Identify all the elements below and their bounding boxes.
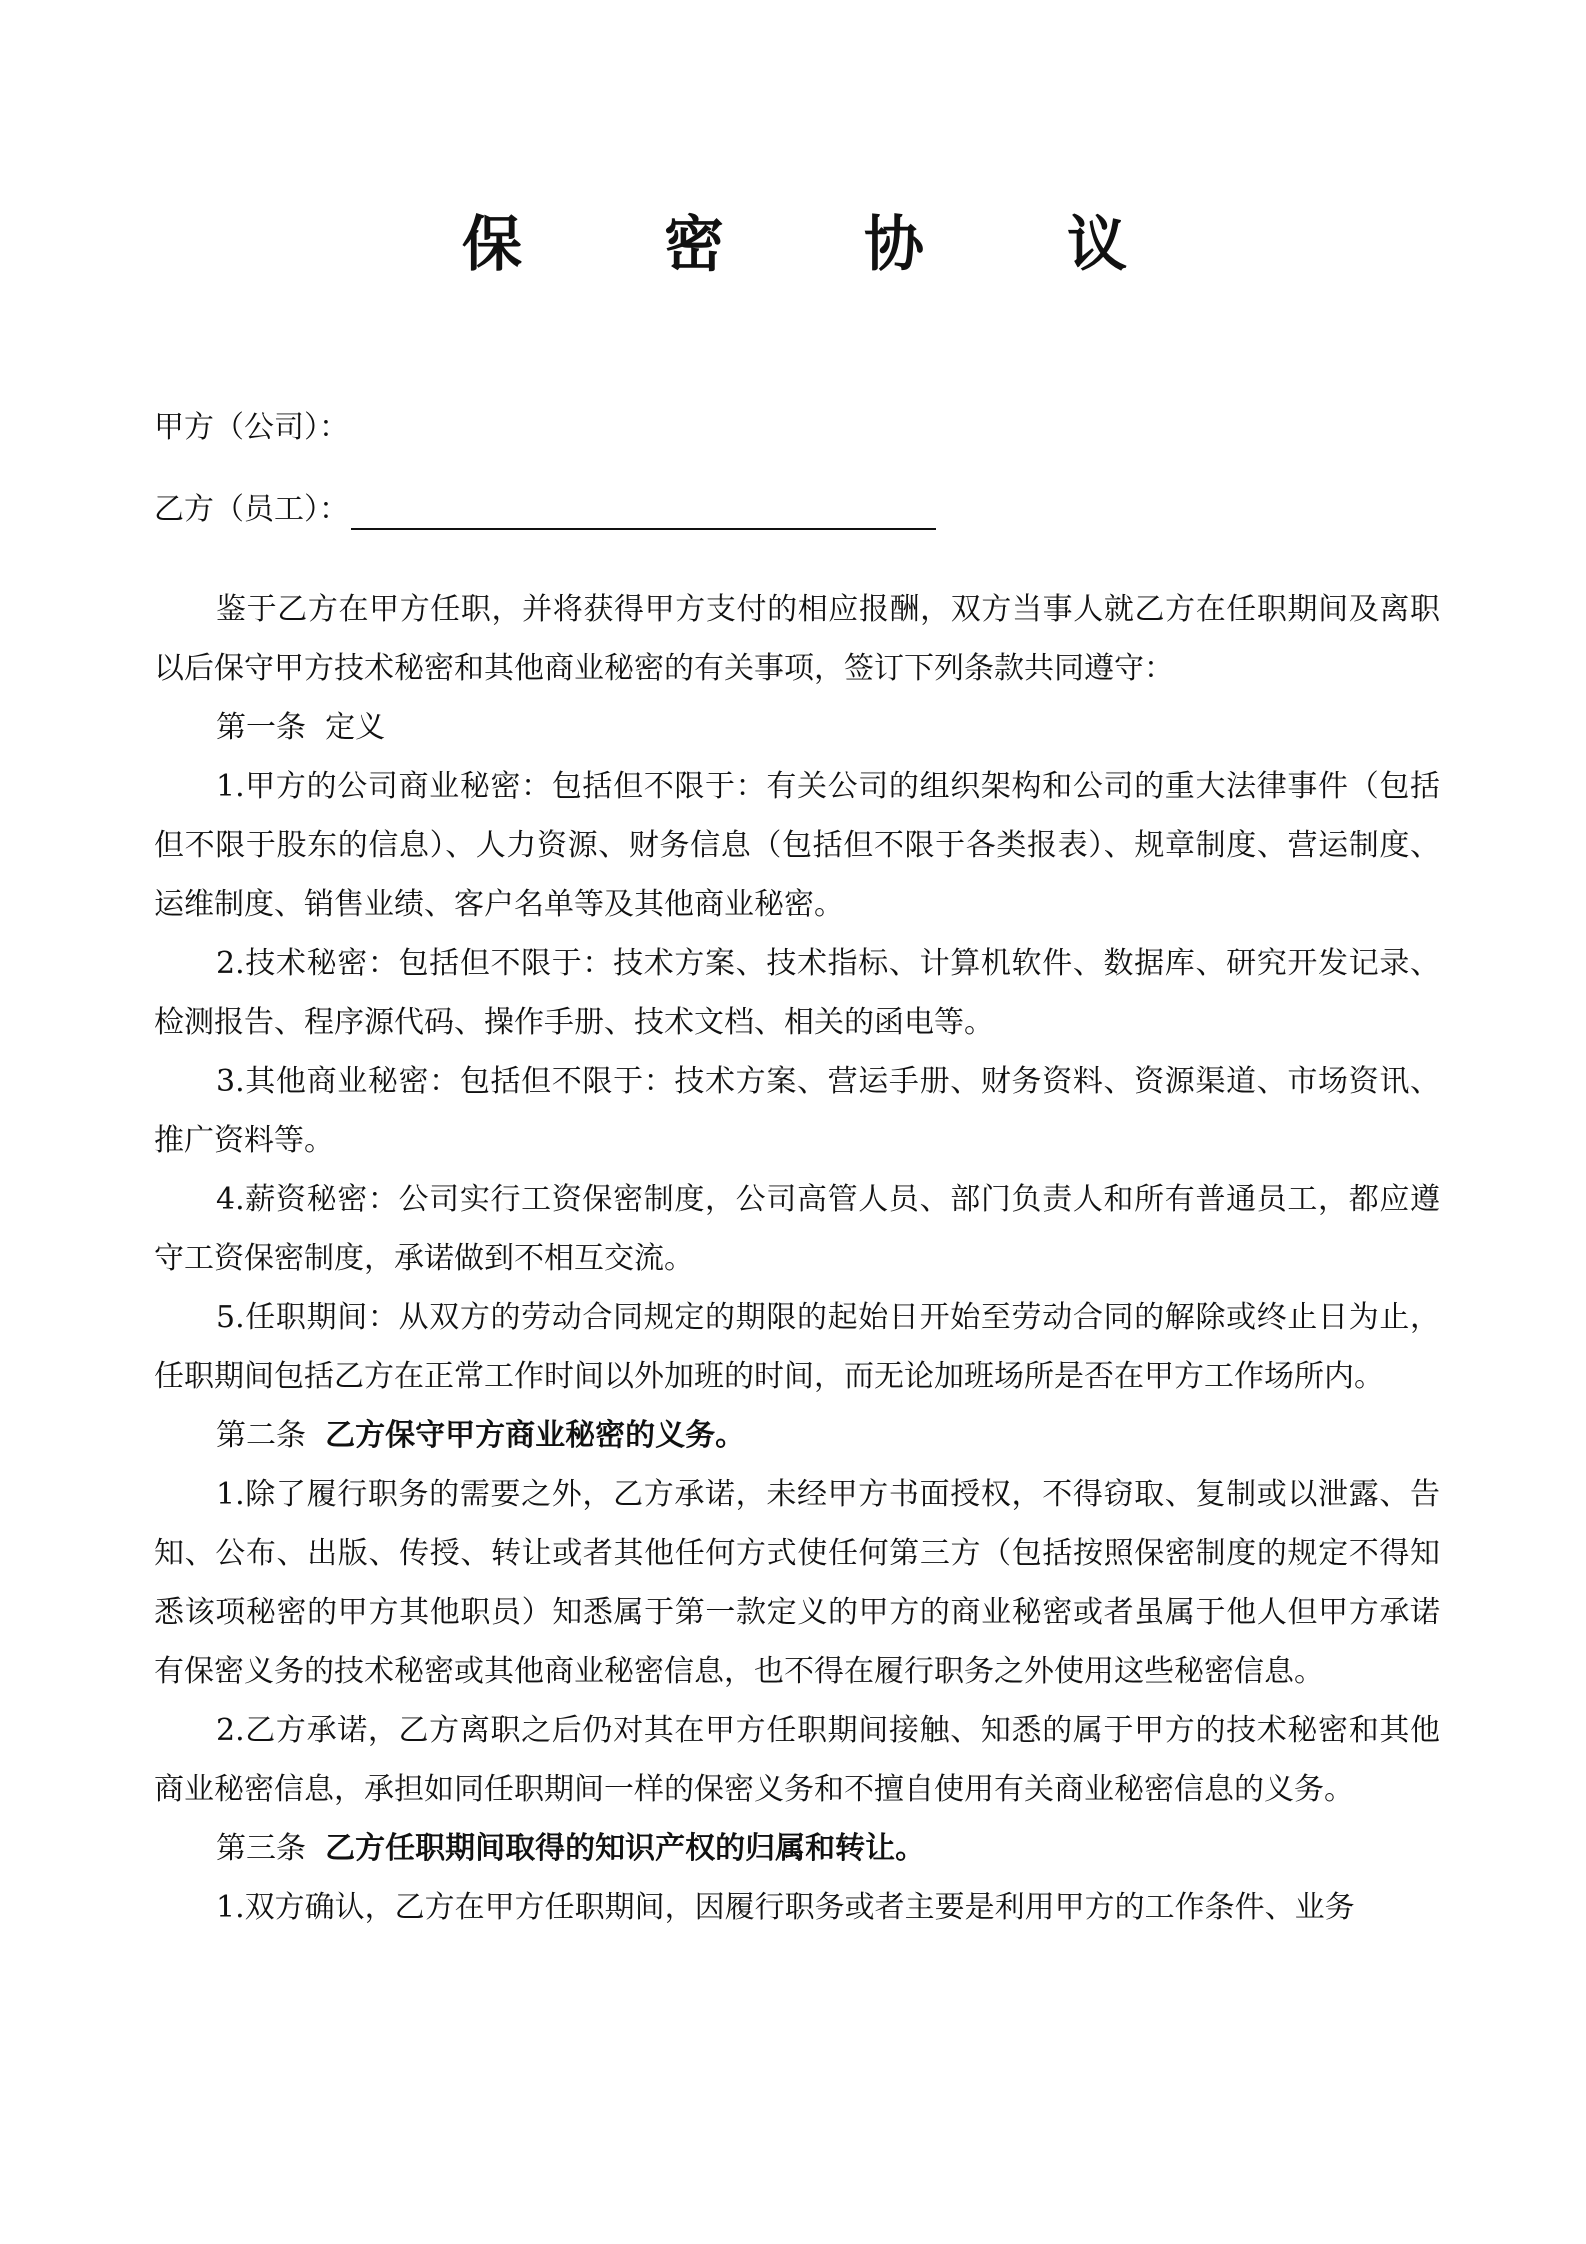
- party-b-line: [154, 490, 936, 530]
- document-body: [154, 580, 1440, 1937]
- article-3-heading: [154, 1819, 1440, 1878]
- article-3-item: 1.双方确认，乙方在甲方任职期间，因履行职务或者主要是利用甲方的工作条件、业务: [216, 1890, 1355, 1925]
- party-a-label: 甲方（公司）：: [154, 410, 349, 445]
- document-title: [0, 205, 1586, 285]
- title-char: 密: [664, 210, 724, 280]
- title-char: 保: [462, 210, 522, 280]
- party-a-line: [154, 408, 349, 448]
- article-1-item: 4.薪资秘密：公司实行工资保密制度，公司高管人员、部门负责人和所有普通员工，都应遵守工资保密制度，承诺做到不相互交流。: [154, 1182, 1440, 1276]
- article-2-heading: [154, 1406, 1440, 1465]
- title-char: 议: [1067, 210, 1127, 280]
- article-2-item: 1.除了履行职务的需要之外，乙方承诺，未经甲方书面授权，不得窃取、复制或以泄露、告知、公布、出版、传授、转让或者其他任何方式使任何第三方（包括按照保密制度的规定不得知悉该项秘密的甲方其他职员）知悉属于第一款定义的甲方的商业秘密或者虽属于他人但甲方承诺有保密义务的技术秘密或其他商业秘密信息，也不得在履行职务之外使用这些秘密信息。: [154, 1477, 1440, 1689]
- article-1-item: 5.任职期间：从双方的劳动合同规定的期限的起始日开始至劳动合同的解除或终止日为止，任职期间包括乙方在正常工作时间以外加班的时间，而无论加班场所是否在甲方工作场所内。: [154, 1300, 1440, 1394]
- article-1-item: 1.甲方的公司商业秘密：包括但不限于：有关公司的组织架构和公司的重大法律事件（包括但不限于股东的信息）、人力资源、财务信息（包括但不限于各类报表）、规章制度、营运制度、运维制度、销售业绩、客户名单等及其他商业秘密。: [154, 769, 1440, 922]
- intro-paragraph: 鉴于乙方在甲方任职，并将获得甲方支付的相应报酬，双方当事人就乙方在任职期间及离职以后保守甲方技术秘密和其他商业秘密的有关事项，签订下列条款共同遵守：: [154, 592, 1440, 686]
- article-3-title: 乙方任职期间取得的知识产权的归属和转让。: [325, 1831, 926, 1866]
- article-2-title: 乙方保守甲方商业秘密的义务。: [325, 1418, 746, 1453]
- party-b-blank: [351, 498, 936, 530]
- article-1-item: 2.技术秘密：包括但不限于：技术方案、技术指标、计算机软件、数据库、研究开发记录、检测报告、程序源代码、操作手册、技术文档、相关的函电等。: [154, 946, 1440, 1040]
- article-1-title: 定义: [325, 710, 386, 745]
- article-2-item: 2.乙方承诺，乙方离职之后仍对其在甲方任职期间接触、知悉的属于甲方的技术秘密和其他商业秘密信息，承担如同任职期间一样的保密义务和不擅自使用有关商业秘密信息的义务。: [154, 1713, 1440, 1807]
- article-3-number: 第三条: [216, 1831, 306, 1866]
- party-b-label: 乙方（员工）：: [154, 492, 349, 527]
- article-1-number: 第一条: [216, 710, 306, 745]
- title-char: 协: [864, 210, 924, 280]
- article-1-heading: [154, 698, 1440, 757]
- article-2-number: 第二条: [216, 1418, 306, 1453]
- article-1-item: 3.其他商业秘密：包括但不限于：技术方案、营运手册、财务资料、资源渠道、市场资讯、推广资料等。: [154, 1064, 1440, 1158]
